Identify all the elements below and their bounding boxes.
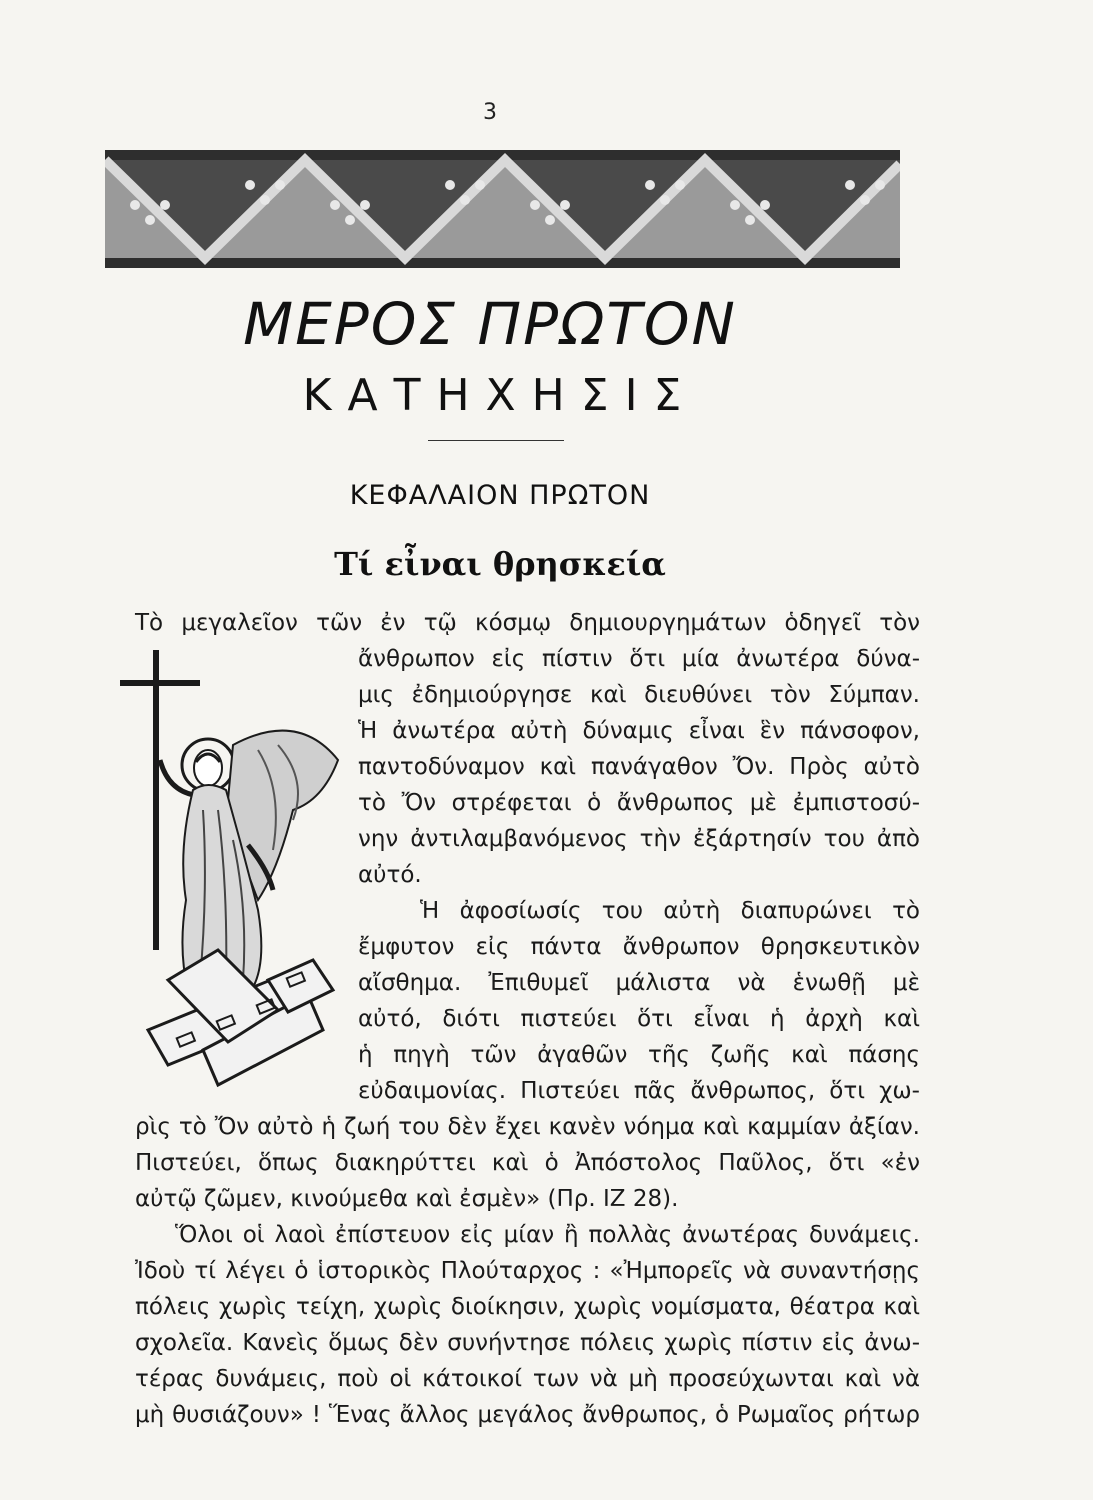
text-line-2: ἄνθρωπον εἰς πίστιν ὅτι μία ἀνωτέρα δύνα-: [358, 646, 920, 672]
text-line-18: Ὅλοι οἱ λαοὶ ἐπίστευον εἰς μίαν ἢ πολλὰς ἀνωτέρας δυνάμεις.: [175, 1222, 920, 1248]
part-title: ΜΕΡΟΣ ΠΡΩΤΟΝ: [243, 290, 737, 358]
zigzag-banner-ornament: [105, 150, 900, 268]
chapter-title: ΚΕΦΑΛΑΙΟΝ ΠΡΩΤΟΝ: [349, 480, 651, 511]
text-line-8: αὐτό.: [358, 862, 422, 888]
text-line-14: εὐδαιμονίας. Πιστεύει πᾶς ἄνθρωπος, ὅτι χω-: [358, 1078, 920, 1104]
title-divider: [428, 440, 564, 441]
text-line-17: αὐτῷ ζῶμεν, κινούμεθα καὶ ἐσμὲν» (Πρ. ΙΖ 28).: [135, 1186, 679, 1212]
text-line-12: αὐτό, διότι πιστεύει ὅτι εἶναι ἡ ἀρχὴ καὶ: [358, 1006, 920, 1032]
risen-christ-with-cross-illustration: [108, 650, 353, 1095]
section-title: Τί εἶναι θρησκεία: [334, 545, 666, 583]
text-line-20: πόλεις χωρὶς τείχη, χωρὶς διοίκησιν, χωρὶς νομίσματα, θέατρα καὶ: [135, 1294, 920, 1320]
text-line-22: τέρας δυνάμεις, ποὺ οἱ κάτοικοί των νὰ μὴ προσεύχωνται καὶ νὰ: [135, 1366, 920, 1392]
text-line-3: μις ἐδημιούργησε καὶ διευθύνει τὸν Σύμπαν.: [358, 682, 920, 708]
text-line-4: Ἡ ἀνωτέρα αὐτὴ δύναμις εἶναι ἓν πάνσοφον,: [358, 718, 920, 744]
text-line-9: Ἡ ἀφοσίωσίς του αὐτὴ διαπυρώνει τὸ: [420, 898, 920, 924]
text-line-7: νην ἀντιλαμβανόμενος τὴν ἐξάρτησίν του ἀπὸ: [358, 826, 920, 852]
text-line-6: τὸ Ὄν στρέφεται ὁ ἄνθρωπος μὲ ἐμπιστοσύ-: [358, 790, 920, 816]
subject-title: ΚΑΤΗΧΗΣΙΣ: [302, 370, 698, 421]
text-line-10: ἔμφυτον εἰς πάντα ἄνθρωπον θρησκευτικὸν: [358, 934, 920, 960]
text-line-13: ἡ πηγὴ τῶν ἀγαθῶν τῆς ζωῆς καὶ πάσης: [358, 1042, 920, 1068]
text-line-15: ρὶς τὸ Ὄν αὐτὸ ἡ ζωή του δὲν ἔχει κανὲν νόημα καὶ καμμίαν ἀξίαν.: [135, 1114, 920, 1140]
text-line-1: Τὸ μεγαλεῖον τῶν ἐν τῷ κόσμῳ δημιουργημάτων ὁδηγεῖ τὸν: [135, 610, 920, 636]
text-line-23: μὴ θυσιάζουν» ! Ἕνας ἄλλος μεγάλος ἄνθρωπος, ὁ Ρωμαῖος ρήτωρ: [135, 1402, 920, 1428]
text-line-19: Ἰδοὺ τί λέγει ὁ ἱστορικὸς Πλούταρχος : «Ἠμπορεῖς νὰ συναντήσῃς: [135, 1258, 920, 1284]
text-line-21: σχολεῖα. Κανεὶς ὅμως δὲν συνήντησε πόλεις χωρὶς πίστιν εἰς ἀνω-: [135, 1330, 920, 1356]
text-line-16: Πιστεύει, ὅπως διακηρύττει καὶ ὁ Ἀπόστολος Παῦλος, ὅτι «ἐν: [135, 1150, 920, 1176]
text-line-11: αἴσθημα. Ἐπιθυμεῖ μάλιστα νὰ ἑνωθῇ μὲ: [358, 970, 920, 996]
page-number: 3: [483, 100, 497, 125]
text-line-5: παντοδύναμον καὶ πανάγαθον Ὄν. Πρὸς αὐτὸ: [358, 754, 920, 780]
